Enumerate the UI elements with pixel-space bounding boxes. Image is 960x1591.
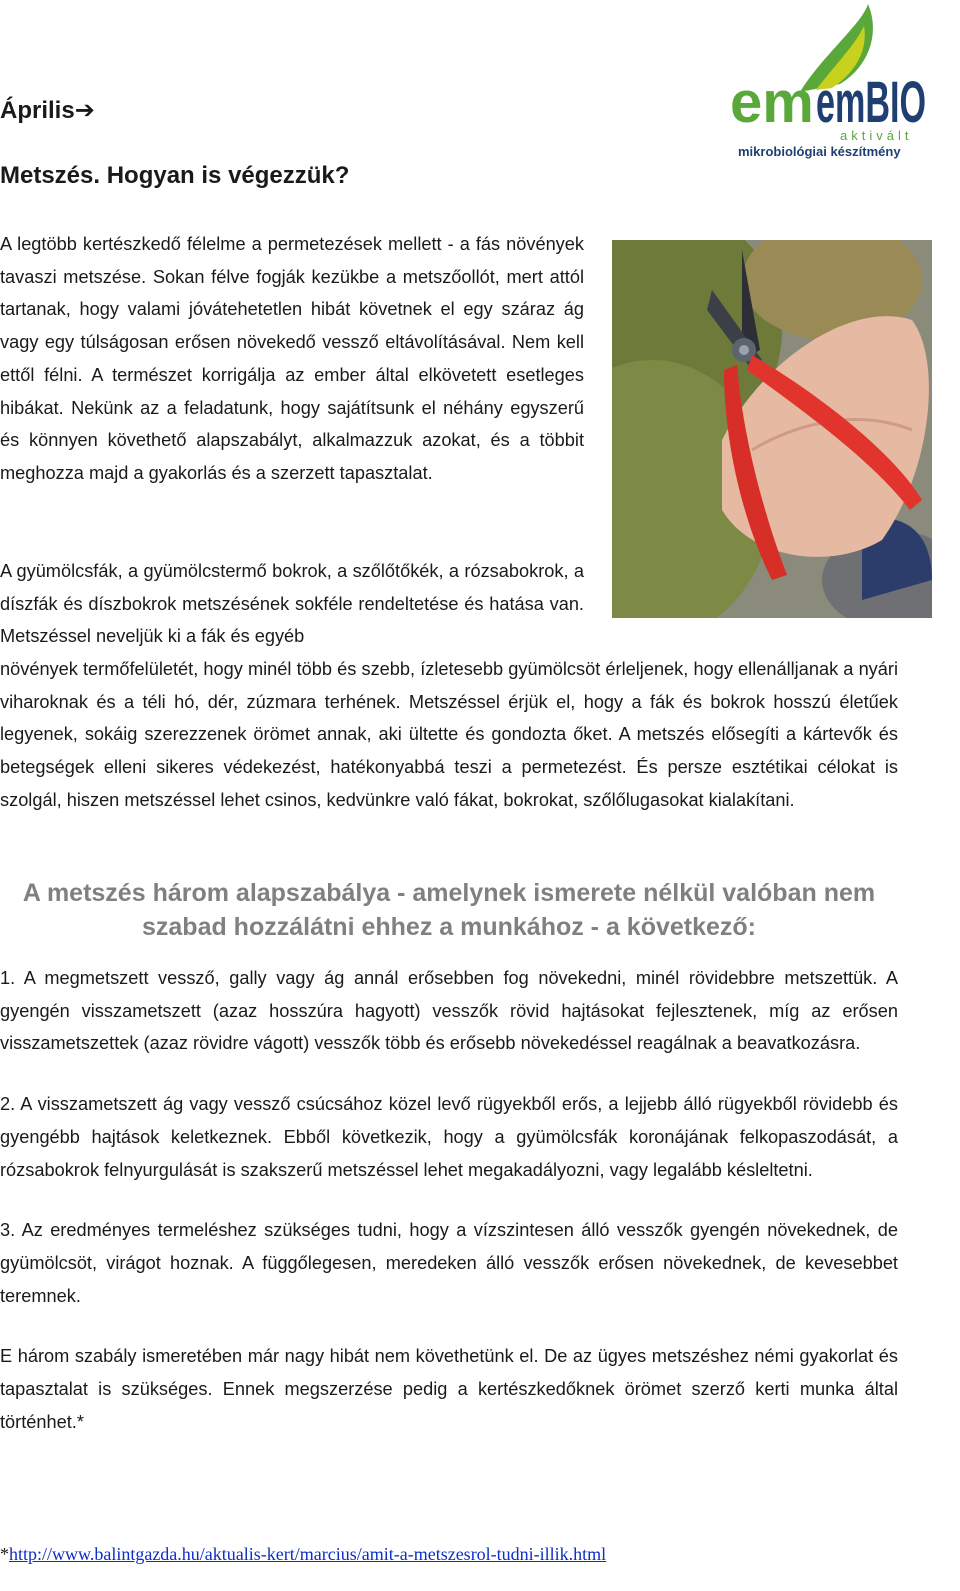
logo-subtitle: mikrobiológiai készítmény	[738, 144, 901, 159]
footnote	[0, 1544, 606, 1565]
month-label: Április	[0, 97, 75, 124]
purpose-paragraph-end: növények termőfelületét, hogy minél több és szebb, ízletesebb gyümölcsöt érleljenek, hogy ellenálljanak a nyári viharoknak és a téli hó, dér, zúzmara terhének. Metszéssel érjük el, hogy a fák és bokrok hosszú életűek legyenek, sokáig szerezzenek örömet annak, aki ültette és gondozta őket. A metszés elősegíti a kártevők és betegségek elleni sikeres védekezést, hatékonyabbá teszi a permetezést. És persze esztétikai célokat is szolgál, hiszen metszéssel lehet csinos, kedvünkre való fákat, bokrokat, szőlőlugasokat kialakítani.	[0, 659, 898, 810]
embio-logo	[730, 4, 940, 164]
rule-3: 3. Az eredményes termeléshez szükséges tudni, hogy a vízszintesen álló vesszők gyengén növekednek, de gyümölcsöt, virágot hoznak. A függőlegesen, meredeken álló vesszők erősen növekednek, de kevesebbet teremnek.	[0, 1220, 898, 1306]
rule-2: 2. A visszametszett ág vagy vessző csúcsához közel levő rügyekből erős, a lejjebb álló rügyekből rövidebb és gyengébb hajtások keletkeznek. Ebből következik, hogy a gyümölcsfák koronájának felkopaszodását, a rózsabokrok felnyurgulását is szakszerű metszéssel lehet megakadályozni, vagy legalább késleltetni.	[0, 1094, 898, 1180]
page-title: Metszés. Hogyan is végezzük?	[0, 162, 350, 189]
source-link[interactable]: http://www.balintgazda.hu/aktualis-kert/marcius/amit-a-metszesrol-tudni-illik.html	[9, 1544, 607, 1564]
rules-subheading: A metszés három alapszabálya - amelynek ismerete nélkül valóban nem szabad hozzálátni ehhez a munkához - a következő:	[22, 879, 876, 941]
footnote-marker: *	[0, 1544, 9, 1564]
rule-1: 1. A megmetszett vessző, gally vagy ág annál erősebben fog növekedni, minél rövidebbre metszettük. A gyengén visszametszett (azaz hosszúra hagyott) vesszők rövid hajtásokat fejlesztenek, míg az erősen visszametszettek (azaz rövidre vágott) vesszők több és erősebb növekedéssel reagálnak a beavatkozásra.	[0, 968, 898, 1054]
pruning-shears-photo	[612, 240, 932, 618]
logo-tagline: aktivált	[840, 128, 913, 143]
logo-em: em	[730, 70, 814, 135]
month-heading	[0, 96, 95, 125]
closing-paragraph: E három szabály ismeretében már nagy hibát nem követhetünk el. De az ügyes metszéshez némi gyakorlat és tapasztalat is szükséges. Ennek megszerzése pedig a kertészkedőknek örömet szerző kerti munka által történhet.*	[0, 1346, 898, 1432]
logo-bio: emBIO	[816, 70, 926, 135]
rules-list	[0, 962, 898, 1466]
intro-paragraph: A legtöbb kertészkedő félelme a permetezések mellett - a fás növények tavaszi metszése. Sokan félve fogják kezükbe a metszőollót, mert attól tartanak, hogy valami jóvátehetetlen hibát követnek el egy száraz ág vagy egy túlságosan erősen növekedő vessző eltávolításával. Nem kell ettől félni. A természet korrigálja az ember által elkövetett esetleges hibákat. Nekünk az a feladatunk, hogy sajátítsunk el néhány egyszerű és könnyen követhető alapszabályt, alkalmazzuk azokat, és a többit meghozza majd a gyakorlás és a szerzett tapasztalat.	[0, 234, 584, 483]
right-arrow-icon: ➔	[74, 97, 95, 124]
purpose-paragraph-start: A gyümölcsfák, a gyümölcstermő bokrok, a szőlőtőkék, a rózsabokrok, a díszfák és díszbokrok metszésének sokféle rendeltetése és hatása van. Metszéssel neveljük ki a fák és egyéb	[0, 561, 584, 647]
